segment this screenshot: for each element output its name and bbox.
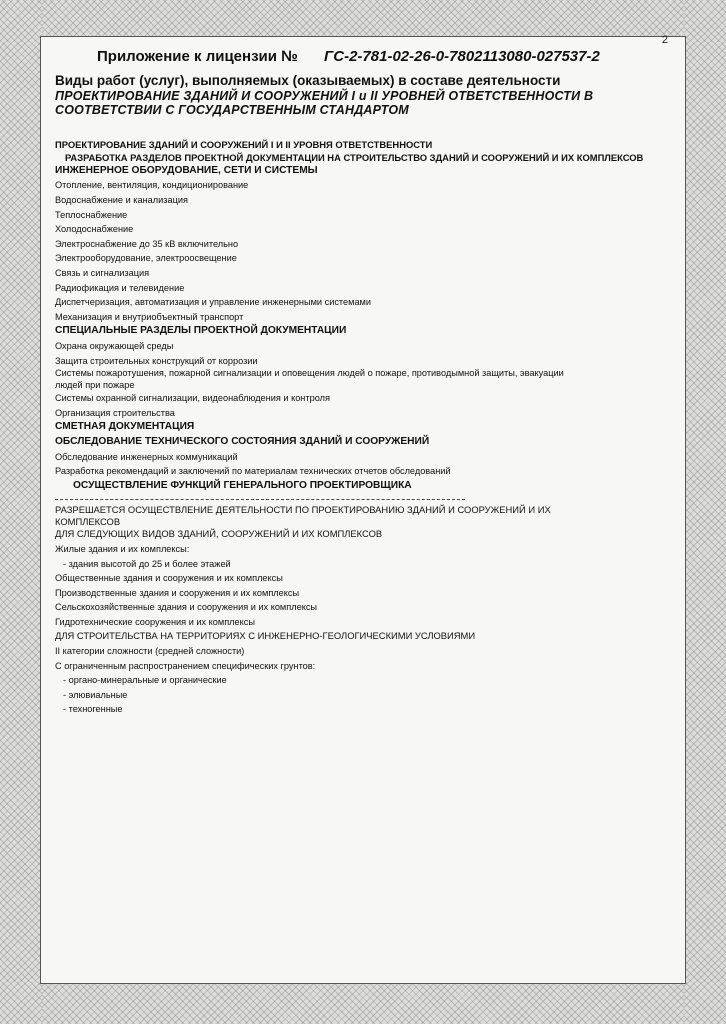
list-item: Защита строительных конструкций от коррозии: [55, 355, 258, 366]
section-heading: СПЕЦИАЛЬНЫЕ РАЗДЕЛЫ ПРОЕКТНОЙ ДОКУМЕНТАЦИИ: [55, 325, 347, 337]
list-item: Механизация и внутриобъектный транспорт: [55, 311, 244, 322]
list-item: Теплоснабжение: [55, 209, 128, 220]
license-number: ГС-2-781-02-26-0-7802113080-027537-2: [324, 48, 600, 65]
page-number: 2: [661, 34, 668, 46]
list-item: Системы пожаротушения, пожарной сигнализации и оповещения людей о пожаре, противодымной защиты, эвакуации людей при пожаре: [55, 368, 564, 390]
section-heading: СМЕТНАЯ ДОКУМЕНТАЦИЯ: [55, 421, 195, 433]
list-item: - органо-минеральные и органические: [63, 675, 227, 686]
list-item: Радиофикация и телевидение: [55, 282, 185, 293]
list-item: Обследование инженерных коммуникаций: [55, 451, 238, 462]
list-item: РАЗРАБОТКА РАЗДЕЛОВ ПРОЕКТНОЙ ДОКУМЕНТАЦИИ НА СТРОИТЕЛЬСТВО ЗДАНИЙ И СООРУЖЕНИЙ И ИХ КОМПЛЕКСОВ: [65, 152, 644, 164]
list-item: Жилые здания и их комплексы:: [55, 543, 190, 554]
works-list: [55, 138, 670, 717]
license-label: Приложение к лицензии №: [97, 48, 298, 65]
section-heading: ОБСЛЕДОВАНИЕ ТЕХНИЧЕСКОГО СОСТОЯНИЯ ЗДАНИЙ И СООРУЖЕНИЙ: [55, 435, 430, 447]
list-item: РАЗРЕШАЕТСЯ ОСУЩЕСТВЛЕНИЕ ДЕЯТЕЛЬНОСТИ ПО ПРОЕКТИРОВАНИЮ ЗДАНИЙ И СООРУЖЕНИЙ И ИХ КОМПЛЕКСОВ: [55, 504, 551, 527]
list-item: Системы охранной сигнализации, видеонаблюдения и контроля: [55, 393, 330, 404]
section-heading: ОСУЩЕСТВЛЕНИЕ ФУНКЦИЙ ГЕНЕРАЛЬНОГО ПРОЕКТИРОВЩИКА: [73, 479, 412, 491]
list-item: ПРОЕКТИРОВАНИЕ ЗДАНИЙ И СООРУЖЕНИЙ I И II УРОВНЯ ОТВЕТСТВЕННОСТИ: [55, 138, 433, 150]
list-item: Водоснабжение и канализация: [55, 195, 188, 206]
list-item: Сельскохозяйственные здания и сооружения и их комплексы: [55, 602, 318, 613]
list-item: Организация строительства: [55, 407, 175, 418]
dashed-divider: [55, 499, 465, 500]
list-item: Диспетчеризация, автоматизация и управление инженерными системами: [55, 297, 372, 308]
list-item: С ограниченным распространением специфических грунтов:: [55, 660, 316, 671]
works-title: Виды работ (услуг), выполняемых (оказываемых) в составе деятельности: [55, 73, 561, 88]
list-item: Разработка рекомендаций и заключений по материалам технических отчетов обследований: [55, 466, 451, 477]
list-item: Общественные здания и сооружения и их комплексы: [55, 573, 283, 584]
list-item: Связь и сигнализация: [55, 268, 150, 278]
list-item: - здания высотой до 25 и более этажей: [63, 558, 231, 569]
list-item: Гидротехнические сооружения и их комплексы: [55, 616, 255, 627]
list-item: Холодоснабжение: [55, 224, 134, 235]
license-header: [55, 48, 670, 65]
list-item: Отопление, вентиляция, кондиционирование: [55, 180, 249, 191]
list-item: Производственные здания и сооружения и их комплексы: [55, 587, 300, 598]
list-item: II категории сложности (средней сложности): [55, 646, 245, 657]
list-item: Электроснабжение до 35 кВ включительно: [55, 238, 239, 249]
activity-title: ПРОЕКТИРОВАНИЕ ЗДАНИЙ И СООРУЖЕНИЙ I и II УРОВНЕЙ ОТВЕТСТВЕННОСТИ В СООТВЕТСТВИИ С ГОСУДАРСТВЕННЫМ СТАНДАРТОМ: [55, 89, 594, 118]
list-item: ДЛЯ СТРОИТЕЛЬСТВА НА ТЕРРИТОРИЯХ С ИНЖЕНЕРНО-ГЕОЛОГИЧЕСКИМИ УСЛОВИЯМИ: [55, 630, 476, 642]
document-content: [55, 48, 670, 717]
list-item: Электрооборудование, электроосвещение: [55, 253, 237, 264]
list-item: - элювиальные: [63, 689, 128, 700]
list-item: - техногенные: [63, 704, 123, 715]
list-item: Охрана окружающей среды: [55, 340, 174, 351]
section-heading: ИНЖЕНЕРНОЕ ОБОРУДОВАНИЕ, СЕТИ И СИСТЕМЫ: [55, 164, 318, 176]
list-item: ДЛЯ СЛЕДУЮЩИХ ВИДОВ ЗДАНИЙ, СООРУЖЕНИЙ И ИХ КОМПЛЕКСОВ: [55, 528, 383, 540]
